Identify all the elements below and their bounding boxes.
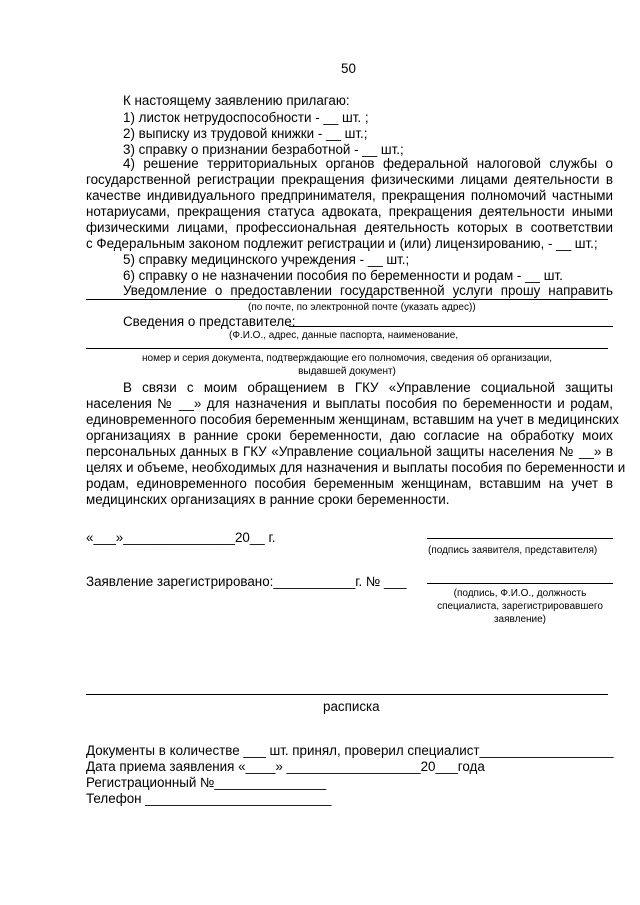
attachment-item-6: 6) справку о не назначении пособия по беременности и родам - __ шт. xyxy=(123,268,563,283)
applicant-signature-line xyxy=(427,538,613,539)
page-number: 50 xyxy=(341,61,356,76)
receipt-title: расписка xyxy=(323,699,380,714)
attachment-item-4-line-3: качестве индивидуального предпринимателя, прекращения полномочий частными xyxy=(86,188,613,203)
attachment-item-4-line-1: 4) решение территориальных органов федеральной налоговой службы о xyxy=(123,156,613,171)
notification-line: Уведомление о предоставлении государственной услуги прошу направить xyxy=(123,283,613,298)
representative-label: Сведения о представителе: xyxy=(123,314,296,329)
date-line: «___»_______________20__ г. xyxy=(86,530,276,545)
consent-line-8: медицинских организациях в ранние сроки беременности. xyxy=(86,492,450,507)
receipt-date-line: Дата приема заявления «____» __________________20___года xyxy=(86,759,485,774)
specialist-signature-line xyxy=(427,583,613,584)
attachment-item-5: 5) справку медицинского учреждения - __ шт.; xyxy=(123,252,410,267)
consent-line-1: В связи с моим обращением в ГКУ «Управление социальной защиты xyxy=(123,380,613,395)
attachments-intro: К настоящему заявлению прилагаю: xyxy=(123,93,350,108)
specialist-hint-2: специалиста, зарегистрировавшего xyxy=(437,601,603,612)
attachment-item-2: 2) выписку из трудовой книжки - __ шт.; xyxy=(123,126,368,141)
receipt-phone: Телефон _________________________ xyxy=(86,791,332,806)
representative-hint-2: номер и серия документа, подтверждающие его полномочия, сведения об организации, xyxy=(141,353,553,364)
consent-line-7: родам, единовременного пособия беременным женщинам, вставшим на учет в xyxy=(86,476,613,491)
specialist-hint-1: (подпись, Ф.И.О., должность xyxy=(453,588,587,599)
attachment-item-1: 1) листок нетрудоспособности - __ шт. ; xyxy=(123,110,369,125)
receipt-separator xyxy=(86,694,608,695)
applicant-signature-hint: (подпись заявителя, представителя) xyxy=(428,545,598,556)
consent-line-6: целях и объеме, необходимых для назначения и выплаты пособия по беременности и xyxy=(86,460,626,475)
attachment-item-4-line-6: с Федеральным законом подлежит регистрации и (или) лицензированию, - __ шт.; xyxy=(86,236,598,251)
representative-hint-3: выдавшей документ) xyxy=(298,366,396,377)
specialist-hint-3: заявление) xyxy=(493,614,547,625)
receipt-registration-number: Регистрационный №_______________ xyxy=(86,775,327,790)
attachment-item-3: 3) справку о признании безработной - __ шт.; xyxy=(123,142,404,157)
notification-blank-line xyxy=(86,299,608,300)
attachment-item-4-line-5: физическими лицами, профессиональная деятельность которых в соответствии xyxy=(86,220,613,235)
registration-line: Заявление зарегистрировано:___________г. № ___ xyxy=(86,574,407,589)
receipt-documents-line: Документы в количестве ___ шт. принял, проверил специалист__________________ xyxy=(86,743,614,758)
consent-line-5: персональных данных в ГКУ «Управление социальной защиты населения № __» в xyxy=(86,444,613,459)
attachment-item-4-line-2: государственной регистрации прекращения физическими лицами деятельности в xyxy=(86,172,613,187)
representative-blank-line-2 xyxy=(86,348,608,349)
representative-hint-1: (Ф.И.О., адрес, данные паспорта, наименование, xyxy=(229,330,459,341)
consent-line-2: населения № __» для назначения и выплаты пособия по беременности и родам, xyxy=(86,396,613,411)
consent-line-4: организациях в ранние сроки беременности, даю согласие на обработку моих xyxy=(86,428,613,443)
attachment-item-4-line-4: нотариусами, прекращения статуса адвоката, прекращения деятельности иными xyxy=(86,204,613,219)
consent-line-3: единовременного пособия беременным женщинам, вставшим на учет в медицинских xyxy=(86,412,619,427)
representative-blank-line xyxy=(289,326,613,327)
notification-hint: (по почте, по электронной почте (указать адрес)) xyxy=(248,302,476,313)
